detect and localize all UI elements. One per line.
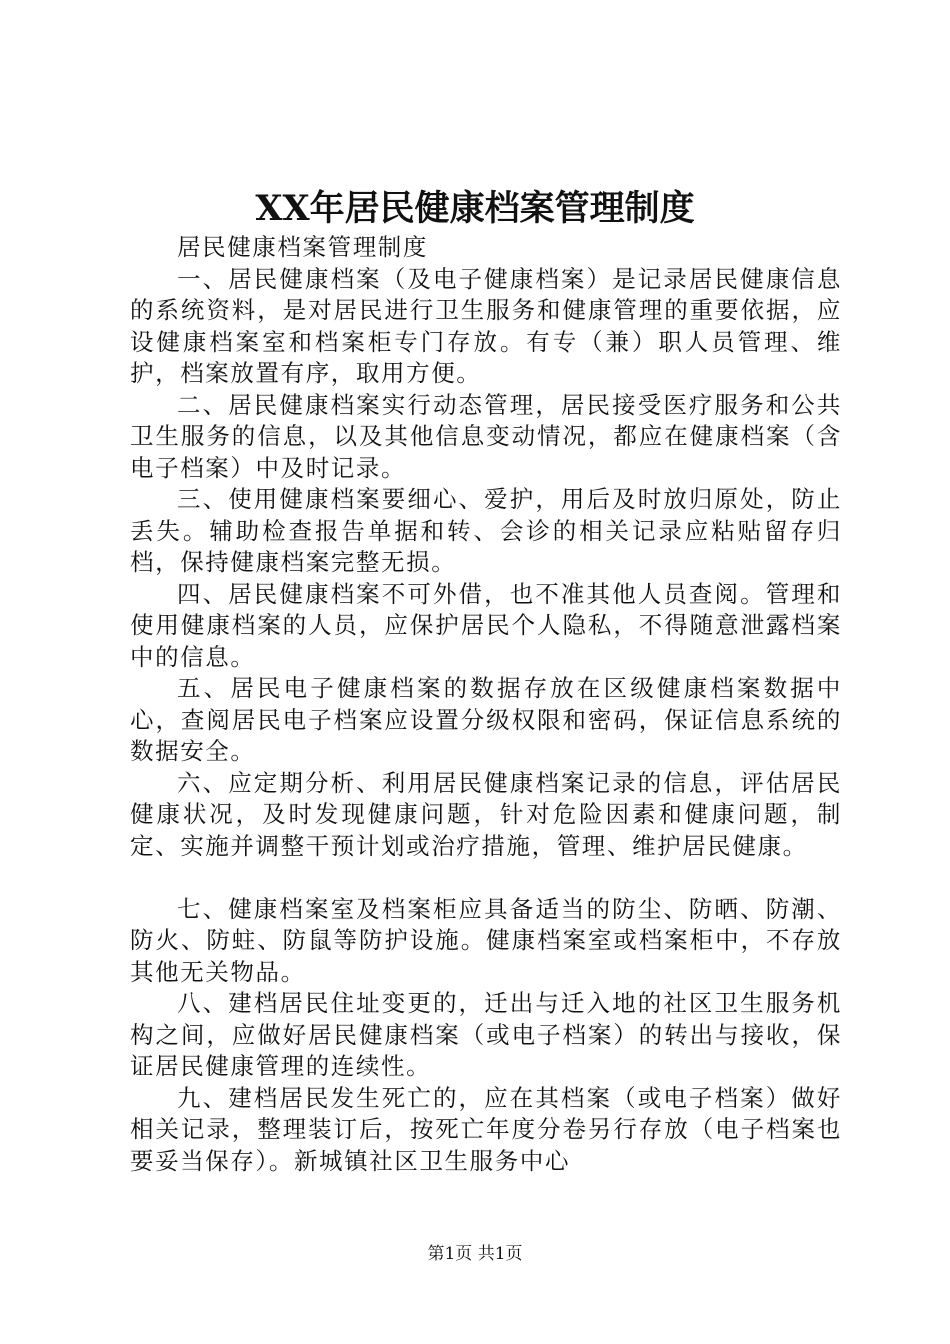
document-body (130, 232, 842, 1177)
document-title: XX年居民健康档案管理制度 (255, 188, 695, 229)
paragraph-2: 二、居民健康档案实行动态管理，居民接受医疗服务和公共卫生服务的信息，以及其他信息变动情况，都应在健康档案（含电子档案）中及时记录。 (130, 390, 842, 482)
paragraph-9: 九、建档居民发生死亡的，应在其档案（或电子档案）做好相关记录，整理装订后，按死亡年度分卷另行存放（电子档案也要妥当保存）。新城镇社区卫生服务中心 (130, 1083, 842, 1175)
paragraph-4: 四、居民健康档案不可外借，也不准其他人员查阅。管理和使用健康档案的人员，应保护居民个人隐私，不得随意泄露档案中的信息。 (130, 579, 842, 671)
paragraph-3: 三、使用健康档案要细心、爱护，用后及时放归原处，防止丢失。辅助检查报告单据和转、会诊的相关记录应粘贴留存归档，保持健康档案完整无损。 (130, 485, 842, 576)
paragraph-5: 五、居民电子健康档案的数据存放在区级健康档案数据中心，查阅居民电子档案应设置分级权限和密码，保证信息系统的数据安全。 (130, 674, 842, 765)
paragraph-8: 八、建档居民住址变更的，迁出与迁入地的社区卫生服务机构之间，应做好居民健康档案（或电子档案）的转出与接收，保证居民健康管理的连续性。 (130, 989, 842, 1080)
paragraph-1: 一、居民健康档案（及电子健康档案）是记录居民健康信息的系统资料，是对居民进行卫生服务和健康管理的重要依据，应设健康档案室和档案柜专门存放。有专（兼）职人员管理、维护，档案放置有序，取用方便。 (130, 264, 842, 387)
page-footer: 第1页 共1页 (427, 1244, 523, 1264)
paragraph-7: 七、健康档案室及档案柜应具备适当的防尘、防晒、防潮、防火、防蛀、防鼠等防护设施。健康档案室或档案柜中，不存放其他无关物品。 (130, 894, 842, 986)
document-subtitle: 居民健康档案管理制度 (177, 233, 428, 261)
paragraph-6: 六、应定期分析、利用居民健康档案记录的信息，评估居民健康状况，及时发现健康问题，针对危险因素和健康问题，制定、实施并调整干预计划或治疗措施，管理、维护居民健康。 (130, 768, 842, 860)
